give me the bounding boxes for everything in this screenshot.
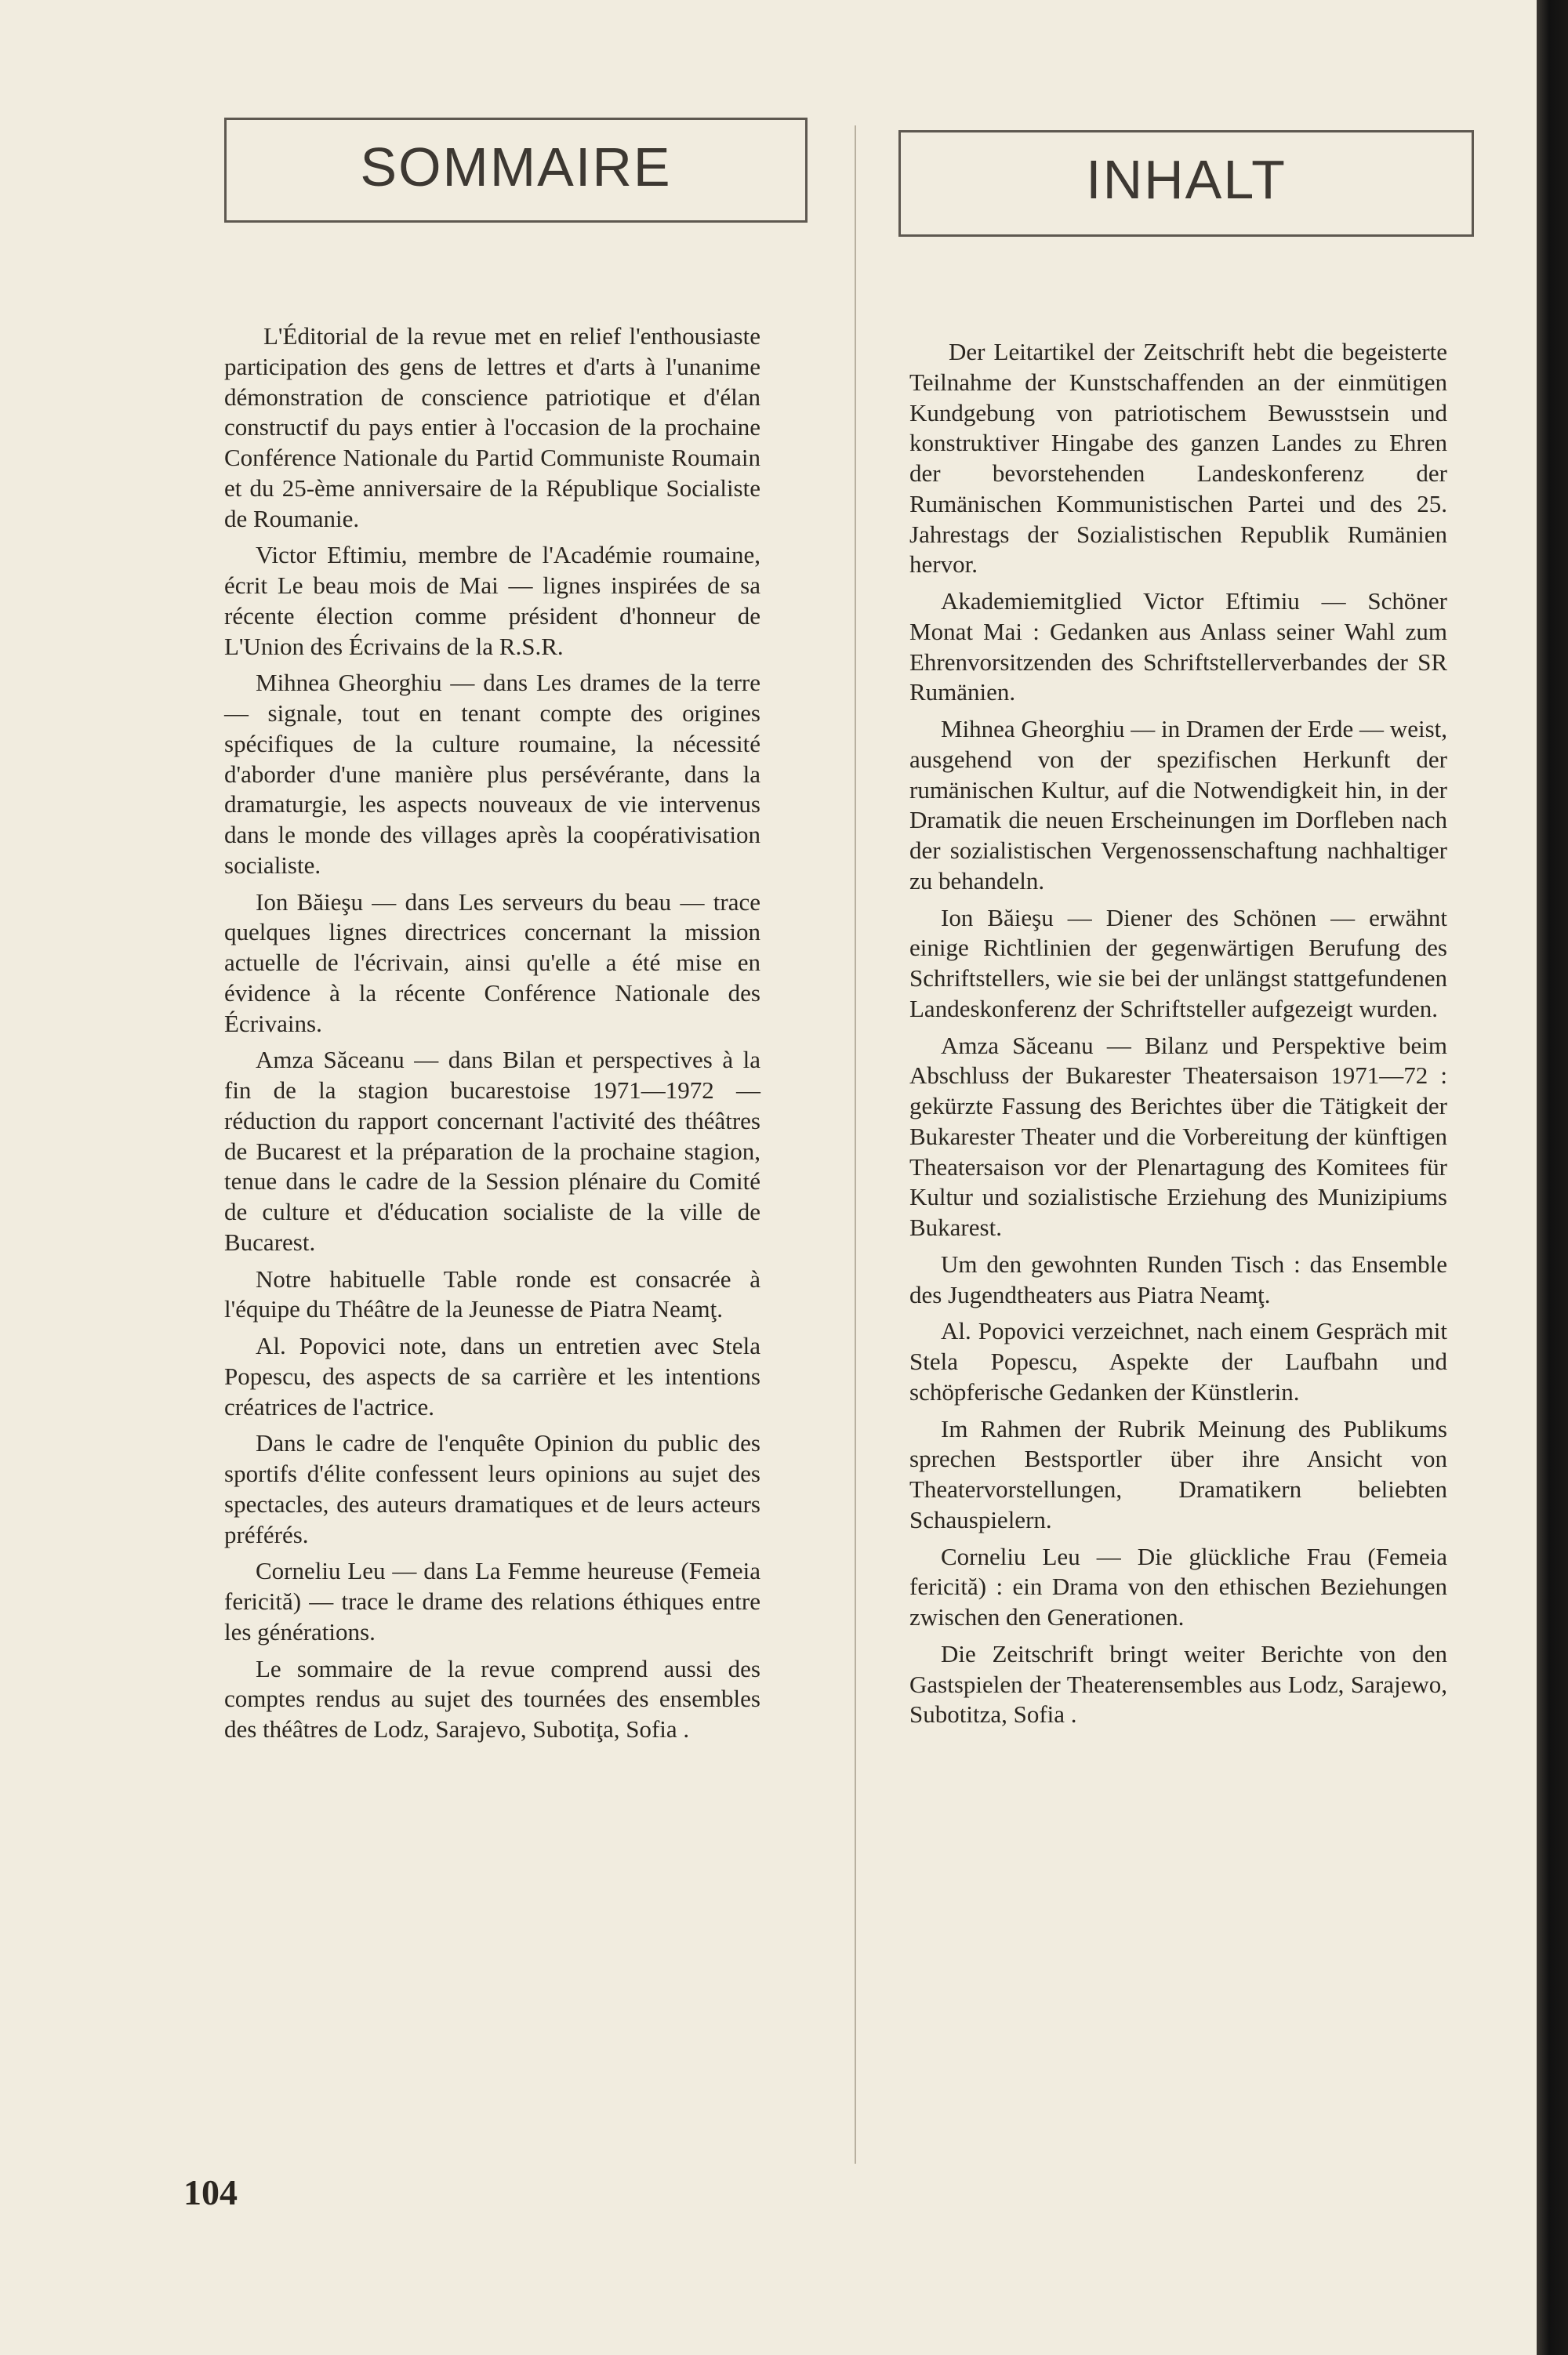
french-paragraph: L'Éditorial de la revue met en relief l'enthousiaste participation des gens de lettres et d'arts à l'unanime démonstration de conscience patriotique et d'élan constructif du pays entier à l'occasion de la prochaine Conférence Nationale du Partid Communiste Roumain et du 25-ème anniversaire de la République Socialiste de Roumanie. xyxy=(224,322,760,532)
german-paragraph: Um den gewohnten Runden Tisch : das Ensemble des Jugendtheaters aus Piatra Neamţ. xyxy=(909,1250,1447,1308)
french-paragraph: Victor Eftimiu, membre de l'Académie roumaine, écrit Le beau mois de Mai — lignes inspirées de sa récente élection comme président d'honneur de L'Union des Écrivains de la R.S.R. xyxy=(224,541,760,660)
german-paragraph: Akademiemitglied Victor Eftimiu — Schöner Monat Mai : Gedanken aus Anlass seiner Wahl zum Ehrenvorsitzenden des Schriftstellerverbandes der SR Rumänien. xyxy=(909,587,1447,706)
sommaire-header-box xyxy=(224,118,808,223)
inhalt-header-box xyxy=(898,130,1474,237)
french-paragraph: Mihnea Gheorghiu — dans Les drames de la terre — signale, tout en tenant compte des origines spécifiques de la culture roumaine, la nécessité d'aborder d'une manière plus persévérante, dans la dramaturgie, les aspects nouveaux de vie intervenus dans le monde des villages après la coopérativisation socialiste. xyxy=(224,669,760,879)
french-column xyxy=(224,321,760,1751)
german-paragraph: Al. Popovici verzeichnet, nach einem Gespräch mit Stela Popescu, Aspekte der Laufbahn und schöpferische Gedanken der Künstlerin. xyxy=(909,1317,1447,1406)
french-paragraph: Notre habituelle Table ronde est consacrée à l'équipe du Théâtre de la Jeunesse de Piatra Neamţ. xyxy=(224,1265,760,1323)
german-paragraph: Der Leitartikel der Zeitschrift hebt die begeisterte Teilnahme der Kunstschaffenden an der einmütigen Kundgebung von patriotischem Bewusstsein und konstruktiver Hingabe des ganzen Landes zu Ehren der bevorstehenden Landeskonferenz der Rumänischen Kommunistischen Partei und des 25. Jahrestags der Sozialistischen Republik Rumänien hervor. xyxy=(909,338,1447,579)
french-paragraph: Le sommaire de la revue comprend aussi des comptes rendus au sujet des tournées des ensembles des théâtres de Lodz, Sarajevo, Subotiţa, Sofia . xyxy=(224,1654,760,1743)
french-paragraph: Corneliu Leu — dans La Femme heureuse (Femeia fericită) — trace le drame des relations éthiques entre les générations. xyxy=(224,1557,760,1646)
column-divider xyxy=(855,125,856,2164)
page-number: 104 xyxy=(183,2172,238,2212)
german-paragraph: Amza Săceanu — Bilanz und Perspektive beim Abschluss der Bukarester Theatersaison 1971—72 : gekürzte Fassung des Berichtes über die Tätigkeit der Bukarester Theater und die Vorbereitung der künftigen Theatersaison vor der Plenartagung des Komitees für Kultur und sozialistische Erziehung des Munizipiums Bukarest. xyxy=(909,1031,1447,1241)
inhalt-heading: INHALT xyxy=(1086,149,1287,210)
book-binding-edge xyxy=(1537,0,1568,2355)
german-paragraph: Im Rahmen der Rubrik Meinung des Publikums sprechen Bestsportler über ihre Ansicht von Theatervorstellungen, Dramatikern beliebten Schauspielern. xyxy=(909,1414,1447,1533)
sommaire-heading: SOMMAIRE xyxy=(360,136,672,198)
french-paragraph: Al. Popovici note, dans un entretien avec Stela Popescu, des aspects de sa carrière et les intentions créatrices de l'actrice. xyxy=(224,1332,760,1421)
french-paragraph: Amza Săceanu — dans Bilan et perspectives à la fin de la stagion bucarestoise 1971—1972 — réduction du rapport concernant l'activité des théâtres de Bucarest et la préparation de la prochaine stagion, tenue dans le cadre de la Session plénaire du Comité de culture et d'éducation socialiste de la ville de Bucarest. xyxy=(224,1046,760,1256)
french-paragraph: Ion Băieşu — dans Les serveurs du beau — trace quelques lignes directrices concernant la mission actuelle de l'écrivain, ainsi qu'elle a été mise en évidence à la récente Conférence Nationale des Écrivains. xyxy=(224,887,760,1037)
german-paragraph: Die Zeitschrift bringt weiter Berichte von den Gastspielen der Theaterensembles aus Lodz, Sarajewo, Subotitza, Sofia . xyxy=(909,1639,1447,1729)
german-paragraph: Corneliu Leu — Die glückliche Frau (Femeia fericită) : ein Drama von den ethischen Beziehungen zwischen den Generationen. xyxy=(909,1542,1447,1631)
german-column xyxy=(909,337,1447,1736)
german-paragraph: Mihnea Gheorghiu — in Dramen der Erde — weist, ausgehend von der spezifischen Herkunft der rumänischen Kultur, auf die Notwendigkeit hin, in der Dramatik die neuen Erscheinungen im Dorfleben nach der sozialistischen Vergenossenschaftung nachhaltiger zu behandeln. xyxy=(909,715,1447,894)
german-paragraph: Ion Băieşu — Diener des Schönen — erwähnt einige Richtlinien der gegenwärtigen Berufung des Schriftstellers, wie sie bei der unlängst stattgefundenen Landeskonferenz der Schriftsteller aufgezeigt wurden. xyxy=(909,903,1447,1022)
french-paragraph: Dans le cadre de l'enquête Opinion du public des sportifs d'élite confessent leurs opinions au sujet des spectacles, des auteurs dramatiques et de leurs acteurs préférés. xyxy=(224,1429,760,1548)
